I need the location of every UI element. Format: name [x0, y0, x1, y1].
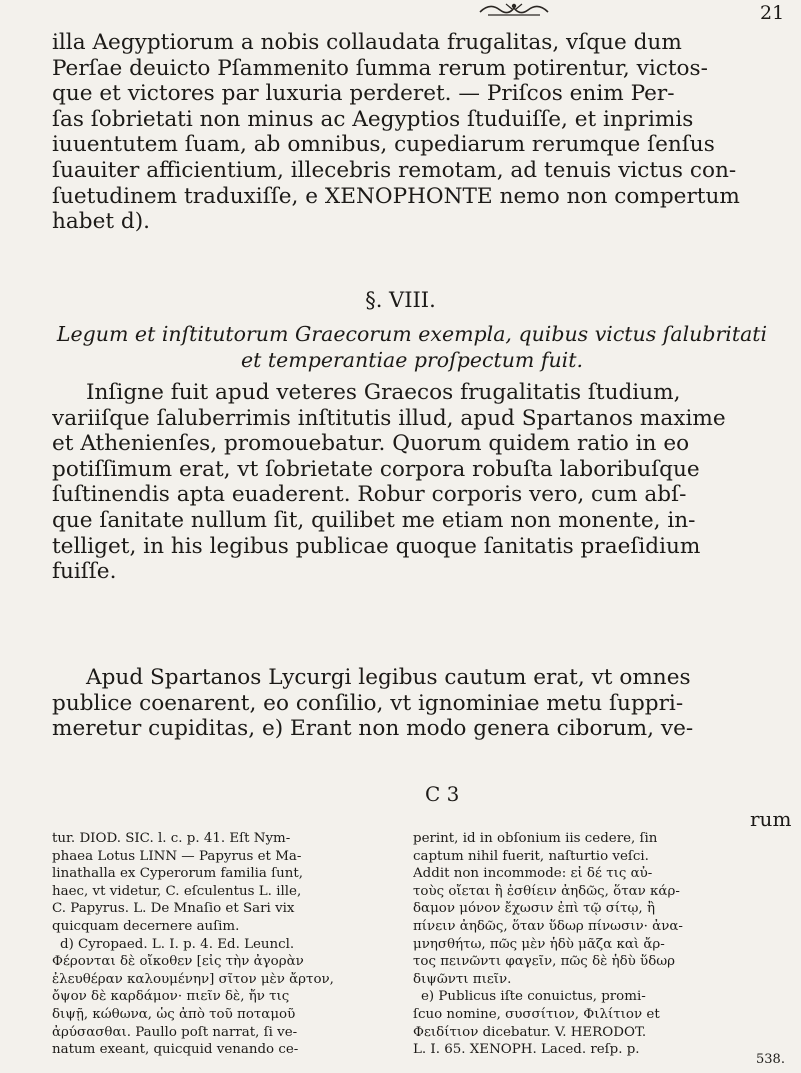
- footnote-line: τος πεινῶντι φαγεῖν, πῶς δὲ ἡδὺ ὕδωρ: [413, 954, 676, 970]
- footnote-line: τοὺς οἴεται ἢ ἐσθίειν ἀηδῶς, ὅταν κάρ-: [413, 883, 680, 899]
- footnote-page-ref: 538.: [756, 1052, 785, 1067]
- footnote-line: natum exeant, quicquid venando ce-: [52, 1042, 299, 1058]
- footnote-line: tur. DIOD. SIC. l. c. p. 41. Eſt Nym-: [52, 831, 291, 846]
- text-line: et Athenienſes, promouebatur. Quorum quidem ratio in eo: [52, 431, 690, 457]
- footnote-line: ſcuo nomine, συσσίτιον, Φιλίτιον et: [413, 1006, 660, 1022]
- footnote-line: ἐλευθέραν καλουμένην] σῖτον μὲν ἄρτον,: [52, 971, 334, 987]
- section-title-line: Legum et inſtitutorum Graecorum exempla, quibus victus ſalubritati: [56, 322, 768, 346]
- text-line: iuuentutem ſuam, ab omnibus, cupediarum rerumque ſenſus: [52, 132, 715, 158]
- text-line: que et victores par luxuria perderet. — Priſcos enim Per-: [52, 81, 675, 107]
- text-line: illa Aegyptiorum a nobis collaudata frugalitas, vſque dum: [52, 30, 682, 55]
- footnote-line: διψῶντι πιεῖν.: [413, 971, 512, 987]
- paragraph-spartani: [52, 665, 772, 742]
- footnote-line: haec, vt videtur, C. eſculentus L. ille,: [52, 883, 302, 899]
- text-line: ſuauiter afficientium, illecebris remotam, ad tenuis victus con-: [52, 157, 737, 183]
- text-line: variiſque ſaluberrimis inſtitutis illud, apud Spartanos maxime: [52, 405, 726, 431]
- text-line: que ſanitate nullum ſit, quilibet me etiam non monente, in-: [52, 507, 696, 533]
- signature-mark: C 3: [425, 782, 460, 806]
- text-line: Inſigne fuit apud veteres Graecos frugalitatis ſtudium,: [86, 380, 681, 405]
- footnote-line: Φειδίτιον dicebatur. V. HERODOT.: [413, 1024, 647, 1040]
- footnote-line: μνησθήτω, πῶς μὲν ἡδὺ μᾶζα καὶ ἄρ-: [413, 936, 665, 952]
- text-line: potiſſimum erat, vt ſobrietate corpora robuſta laboribuſque: [52, 456, 700, 482]
- footnote-line: C. Papyrus. L. De Mnaſio et Sari vix: [52, 901, 295, 917]
- footnote-line: d) Cyropaed. L. I. p. 4. Ed. Leuncl.: [60, 936, 295, 952]
- text-line: habet d).: [52, 209, 151, 235]
- footnote-line: πίνειν ἀηδῶς, ὅταν ὕδωρ πίνωσιν· ἀνα-: [413, 918, 683, 934]
- footnote-line: ὄψον δὲ καρδάμον· πιεῖν δὲ, ἤν τις: [52, 989, 290, 1005]
- text-line: publice coenarent, eo conſilio, vt ignominiae metu ſuppri-: [52, 690, 684, 716]
- section-title: [52, 322, 772, 373]
- section-number: §. VIII.: [365, 288, 436, 312]
- footnote-line: L. I. 65. XENOPH. Laced. reſp. p.: [413, 1042, 640, 1058]
- footnote-line: διψῇ, κώθωνα, ὡς ἀπὸ τοῦ ποταμοῦ: [52, 1006, 296, 1022]
- footnote-line: perint, id in obſonium iis cedere, ſin: [413, 831, 658, 846]
- text-line: ſuſtinendis apta euaderent. Robur corporis vero, cum abſ-: [52, 482, 687, 508]
- text-line: Perſae deuicto Pſammenito ſumma rerum potirentur, victos-: [52, 55, 708, 81]
- text-line: ſuetudinem traduxiſſe, e XENOPHONTE nemo non compertum: [52, 183, 740, 209]
- footnotes-right-column: [413, 830, 773, 1059]
- decorative-headpiece-icon: [478, 0, 550, 18]
- footnote-line: δαμον μόνον ἔχωσιν ἐπὶ τῷ σίτῳ, ἢ: [413, 901, 655, 917]
- footnote-line: Φέρονται δὲ οἴκοθεν [εἰς τὴν ἀγορὰν: [52, 954, 304, 970]
- footnote-line: linathalla ex Cyperorum familia ſunt,: [52, 866, 304, 882]
- paragraph-graeci: [52, 380, 772, 585]
- footnotes-left-column: [52, 830, 404, 1059]
- catchword: rum: [750, 807, 792, 831]
- page-number: 21: [760, 2, 785, 24]
- footnote-line: Addit non incommode: εἰ δέ τις αὐ-: [413, 866, 653, 882]
- footnote-line: phaea Lotus LINN — Papyrus et Ma-: [52, 848, 302, 864]
- text-line: ſas ſobrietati non minus ac Aegyptios ſtuduiſſe, et inprimis: [52, 106, 694, 132]
- text-line: meretur cupiditas, e) Erant non modo genera ciborum, ve-: [52, 716, 694, 742]
- text-line: telliget, in his legibus publicae quoque ſanitatis praeſidium: [52, 533, 701, 559]
- footnote-line: ἀρύσασθαι. Paullo poſt narrat, ſi ve-: [52, 1024, 298, 1040]
- text-line: Apud Spartanos Lycurgi legibus cautum erat, vt omnes: [86, 665, 691, 690]
- opening-paragraph: [52, 30, 772, 235]
- footnote-line: e) Publicus iſte conuictus, promi-: [421, 989, 646, 1005]
- text-line: fuiſſe.: [52, 559, 117, 585]
- footnote-line: captum nihil fuerit, naſturtio veſci.: [413, 848, 649, 864]
- footnote-line: quicquam decernere auſim.: [52, 918, 240, 934]
- section-title-line: et temperantiae proſpectum fuit.: [241, 347, 583, 372]
